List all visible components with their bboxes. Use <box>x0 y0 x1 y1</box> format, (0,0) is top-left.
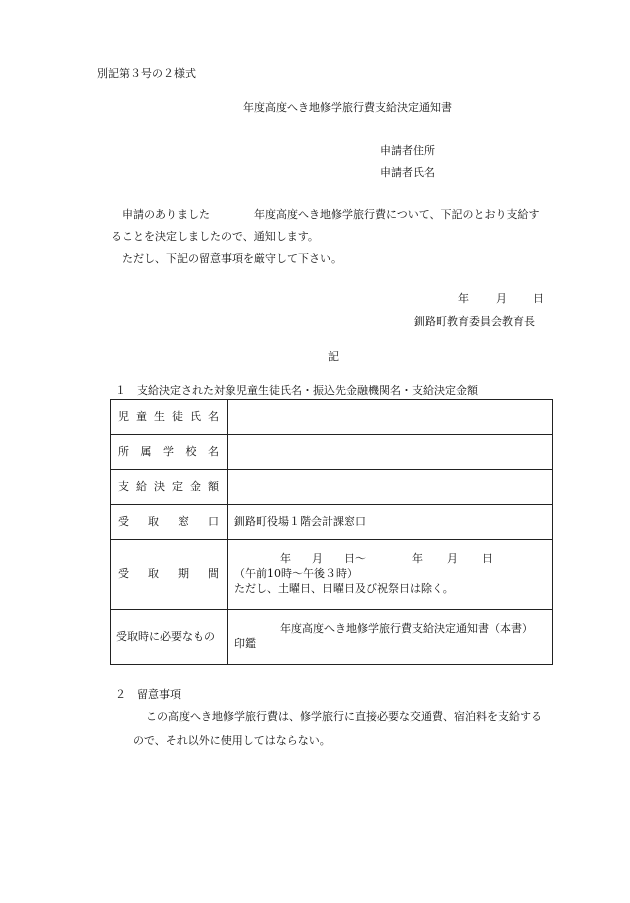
label-char: 名 <box>208 444 219 458</box>
body-paragraph-line3: ただし、下記の留意事項を厳守して下さい。 <box>122 252 342 265</box>
label-char: 属 <box>140 444 152 458</box>
label-char: 名 <box>208 409 219 423</box>
body-line1-end: 年度高度へき地修学旅行費について、下記のとおり支給す <box>254 208 540 221</box>
date-day-label: 日 <box>533 292 544 305</box>
label-char: 徒 <box>172 409 183 423</box>
value-student-name <box>228 400 553 435</box>
label-char: 額 <box>208 479 219 493</box>
label-char: 童 <box>136 409 147 423</box>
label-char: 取 <box>148 567 159 581</box>
required-item-seal: 印鑑 <box>234 637 256 650</box>
table-row-school <box>111 435 553 470</box>
label-char: 受 <box>118 514 129 528</box>
required-item-notice: 年度高度へき地修学旅行費支給決定通知書（本書） <box>280 622 533 636</box>
value-required <box>228 610 553 665</box>
label-required <box>111 610 228 665</box>
section2-heading: ２ 留意事項 <box>115 688 181 701</box>
label-char: 支 <box>118 479 129 493</box>
label-char: 間 <box>208 567 219 581</box>
table-row-period <box>111 540 553 610</box>
table-row-required <box>111 610 553 665</box>
document-title: 年度高度へき地修学旅行費支給決定通知書 <box>243 101 452 114</box>
period-day-end: 日 <box>482 552 493 566</box>
section1-heading: １ 支給決定された対象児童生徒氏名・振込先金融機関名・支給決定金額 <box>115 384 478 397</box>
label-char: 取 <box>148 514 159 528</box>
value-school <box>228 435 553 470</box>
label-char: 児 <box>118 409 129 423</box>
detail-table <box>110 399 553 665</box>
label-window <box>111 505 228 540</box>
table-row-window <box>111 505 553 540</box>
period-month-start: 月 <box>312 552 323 566</box>
label-char: 給 <box>136 479 147 493</box>
period-year-end: 年 <box>412 552 423 566</box>
applicant-name-label: 申請者氏名 <box>380 166 435 179</box>
value-amount <box>228 470 553 505</box>
note-line2: ので、それ以外に使用してはならない。 <box>133 734 331 747</box>
period-exclusion: ただし、土曜日、日曜日及び祝祭日は除く。 <box>234 581 454 595</box>
applicant-address-label: 申請者住所 <box>380 144 435 157</box>
period-date-range <box>234 552 552 567</box>
label-char: 期 <box>178 567 189 581</box>
label-period <box>111 540 228 610</box>
label-char: 窓 <box>178 514 189 528</box>
ki-marker: 記 <box>328 350 339 363</box>
date-month-label: 月 <box>496 292 507 305</box>
body-line1-start: 申請のありました <box>122 208 210 221</box>
form-number: 別記第３号の２様式 <box>97 67 196 80</box>
period-day-start: 日～ <box>344 552 366 566</box>
table-row-student-name <box>111 400 553 435</box>
label-amount <box>111 470 228 505</box>
label-char: 所 <box>118 444 129 458</box>
label-char: 校 <box>185 444 197 458</box>
label-char: 金 <box>190 479 201 493</box>
label-char: 学 <box>163 444 174 458</box>
body-paragraph-line2: ることを決定しましたので、通知します。 <box>111 230 319 243</box>
label-char: 定 <box>172 479 183 493</box>
period-hours: （午前10時～午後３時） <box>234 567 358 581</box>
label-char: 口 <box>208 514 219 528</box>
period-month-end: 月 <box>447 552 458 566</box>
label-student-name <box>111 400 228 435</box>
date-year-label: 年 <box>458 292 469 305</box>
table-row-amount <box>111 470 553 505</box>
label-char: 氏 <box>190 409 201 423</box>
value-window: 釧路町役場１階会計課窓口 <box>228 505 553 540</box>
label-char: 決 <box>154 479 165 493</box>
label-char: 生 <box>154 409 165 423</box>
issuer-name: 釧路町教育委員会教育長 <box>414 315 535 328</box>
note-line1: この高度へき地修学旅行費は、修学旅行に直接必要な交通費、宿泊料を支給する <box>146 710 542 723</box>
body-paragraph-line1 <box>122 209 540 220</box>
period-year-start: 年 <box>280 552 291 566</box>
label-char: 受 <box>118 567 129 581</box>
label-school <box>111 435 228 470</box>
label-required-text: 受取時に必要なもの <box>116 629 215 643</box>
value-period <box>228 540 553 610</box>
